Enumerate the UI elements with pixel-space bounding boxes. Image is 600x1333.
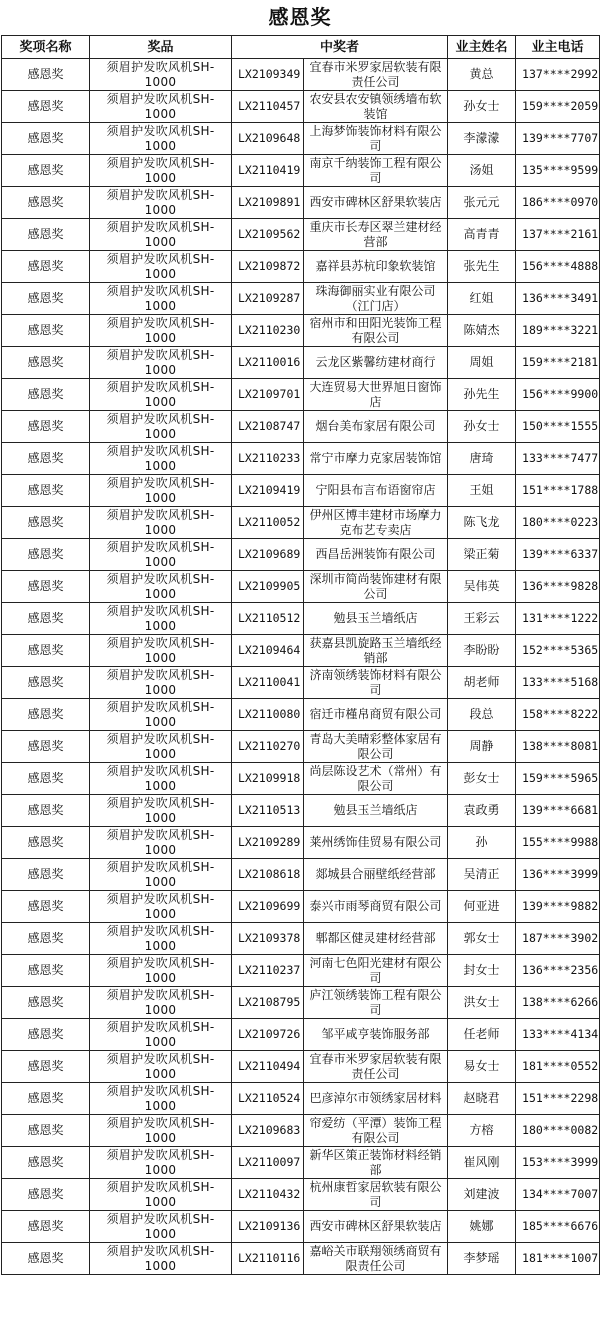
prize-cell: 须眉护发吹风机SH-1000 (90, 283, 232, 315)
owner-phone-cell: 181****1007 (516, 1243, 600, 1275)
owner-name-cell: 方榕 (448, 1115, 516, 1147)
owner-phone-cell: 187****3902 (516, 923, 600, 955)
winner-name-cell: 重庆市长寿区翠兰建材经营部 (304, 219, 448, 251)
table-row (2, 123, 600, 155)
table-row (2, 411, 600, 443)
owner-phone-cell: 155****9988 (516, 827, 600, 859)
prize-cell: 须眉护发吹风机SH-1000 (90, 411, 232, 443)
header-award: 奖项名称 (2, 36, 90, 59)
winner-name-cell: 泰兴市雨琴商贸有限公司 (304, 891, 448, 923)
owner-name-cell: 胡老师 (448, 667, 516, 699)
winner-name-cell: 宿州市和田阳光装饰工程有限公司 (304, 315, 448, 347)
winner-name-cell: 常宁市摩力克家居装饰馆 (304, 443, 448, 475)
winner-name-cell: 获嘉县凯旋路玉兰墙纸经销部 (304, 635, 448, 667)
owner-phone-cell: 133****7477 (516, 443, 600, 475)
winner-name-cell: 宿迁市槿帛商贸有限公司 (304, 699, 448, 731)
owner-phone-cell: 136****3491 (516, 283, 600, 315)
owner-phone-cell: 137****2992 (516, 59, 600, 91)
winner-name-cell: 珠海御丽实业有限公司（江门店） (304, 283, 448, 315)
owner-name-cell: 王姐 (448, 475, 516, 507)
winner-name-cell: 西安市碑林区舒果软装店 (304, 187, 448, 219)
owner-phone-cell: 135****9599 (516, 155, 600, 187)
owner-phone-cell: 151****2298 (516, 1083, 600, 1115)
owner-phone-cell: 156****4888 (516, 251, 600, 283)
winner-code-cell: LX2110041 (232, 667, 304, 699)
award-cell: 感恩奖 (2, 699, 90, 731)
award-cell: 感恩奖 (2, 187, 90, 219)
award-cell: 感恩奖 (2, 923, 90, 955)
table-row (2, 635, 600, 667)
prize-cell: 须眉护发吹风机SH-1000 (90, 539, 232, 571)
winner-name-cell: 河南七色阳光建材有限公司 (304, 955, 448, 987)
prize-cell: 须眉护发吹风机SH-1000 (90, 347, 232, 379)
prize-cell: 须眉护发吹风机SH-1000 (90, 475, 232, 507)
owner-name-cell: 李濛濛 (448, 123, 516, 155)
owner-phone-cell: 152****5365 (516, 635, 600, 667)
table-row (2, 763, 600, 795)
owner-phone-cell: 150****1555 (516, 411, 600, 443)
owner-name-cell: 封女士 (448, 955, 516, 987)
winner-code-cell: LX2108618 (232, 859, 304, 891)
owner-phone-cell: 180****0082 (516, 1115, 600, 1147)
winner-code-cell: LX2110116 (232, 1243, 304, 1275)
award-cell: 感恩奖 (2, 155, 90, 187)
winner-name-cell: 郫都区健灵建材经营部 (304, 923, 448, 955)
table-row (2, 1243, 600, 1275)
table-row (2, 731, 600, 763)
winner-name-cell: 巴彦淖尔市领绣家居材料 (304, 1083, 448, 1115)
owner-name-cell: 李盼盼 (448, 635, 516, 667)
table-row (2, 1051, 600, 1083)
award-cell: 感恩奖 (2, 219, 90, 251)
award-cell: 感恩奖 (2, 283, 90, 315)
owner-name-cell: 唐琦 (448, 443, 516, 475)
prize-cell: 须眉护发吹风机SH-1000 (90, 379, 232, 411)
owner-phone-cell: 139****6681 (516, 795, 600, 827)
award-cell: 感恩奖 (2, 1083, 90, 1115)
table-row (2, 315, 600, 347)
owner-name-cell: 梁正菊 (448, 539, 516, 571)
table-row (2, 155, 600, 187)
winner-name-cell: 大连贸易大世界旭日窗饰店 (304, 379, 448, 411)
table-row (2, 955, 600, 987)
owner-name-cell: 段总 (448, 699, 516, 731)
winner-code-cell: LX2109683 (232, 1115, 304, 1147)
owner-phone-cell: 151****1788 (516, 475, 600, 507)
owner-phone-cell: 138****6266 (516, 987, 600, 1019)
table-row (2, 667, 600, 699)
winner-code-cell: LX2110097 (232, 1147, 304, 1179)
owner-phone-cell: 186****0970 (516, 187, 600, 219)
winner-code-cell: LX2110419 (232, 155, 304, 187)
owner-name-cell: 孙女士 (448, 91, 516, 123)
owner-name-cell: 彭女士 (448, 763, 516, 795)
winner-code-cell: LX2109891 (232, 187, 304, 219)
winner-code-cell: LX2110513 (232, 795, 304, 827)
prize-cell: 须眉护发吹风机SH-1000 (90, 251, 232, 283)
prize-cell: 须眉护发吹风机SH-1000 (90, 443, 232, 475)
table-row (2, 379, 600, 411)
table-row (2, 1019, 600, 1051)
winner-name-cell: 宜春市米罗家居软装有限责任公司 (304, 1051, 448, 1083)
table-row (2, 891, 600, 923)
header-owner-name: 业主姓名 (448, 36, 516, 59)
winner-code-cell: LX2108795 (232, 987, 304, 1019)
winner-code-cell: LX2109287 (232, 283, 304, 315)
prize-cell: 须眉护发吹风机SH-1000 (90, 315, 232, 347)
table-row (2, 1211, 600, 1243)
award-cell: 感恩奖 (2, 411, 90, 443)
winner-code-cell: LX2109905 (232, 571, 304, 603)
award-cell: 感恩奖 (2, 731, 90, 763)
owner-name-cell: 袁政勇 (448, 795, 516, 827)
award-cell: 感恩奖 (2, 1051, 90, 1083)
winner-name-cell: 西安市碑林区舒果软装店 (304, 1211, 448, 1243)
prize-cell: 须眉护发吹风机SH-1000 (90, 859, 232, 891)
owner-name-cell: 吴伟英 (448, 571, 516, 603)
prize-cell: 须眉护发吹风机SH-1000 (90, 59, 232, 91)
winner-code-cell: LX2110512 (232, 603, 304, 635)
owner-name-cell: 任老师 (448, 1019, 516, 1051)
owner-name-cell: 周静 (448, 731, 516, 763)
owner-phone-cell: 158****8222 (516, 699, 600, 731)
winner-name-cell: 邹平咸亨装饰服务部 (304, 1019, 448, 1051)
table-row (2, 251, 600, 283)
award-cell: 感恩奖 (2, 443, 90, 475)
prize-cell: 须眉护发吹风机SH-1000 (90, 1083, 232, 1115)
prize-cell: 须眉护发吹风机SH-1000 (90, 1179, 232, 1211)
owner-phone-cell: 136****9828 (516, 571, 600, 603)
table-row (2, 571, 600, 603)
prize-cell: 须眉护发吹风机SH-1000 (90, 731, 232, 763)
winner-name-cell: 济南领绣装饰材料有限公司 (304, 667, 448, 699)
award-cell: 感恩奖 (2, 1179, 90, 1211)
table-row (2, 187, 600, 219)
owner-phone-cell: 159****5965 (516, 763, 600, 795)
owner-phone-cell: 138****8081 (516, 731, 600, 763)
winner-name-cell: 尚层陈设艺术（常州）有限公司 (304, 763, 448, 795)
winner-code-cell: LX2109699 (232, 891, 304, 923)
owner-name-cell: 高青青 (448, 219, 516, 251)
prize-cell: 须眉护发吹风机SH-1000 (90, 219, 232, 251)
award-cell: 感恩奖 (2, 1211, 90, 1243)
owner-name-cell: 孙先生 (448, 379, 516, 411)
award-cell: 感恩奖 (2, 59, 90, 91)
table-row (2, 475, 600, 507)
winner-name-cell: 伊州区博丰建材市场摩力克布艺专卖店 (304, 507, 448, 539)
owner-phone-cell: 185****6676 (516, 1211, 600, 1243)
prize-cell: 须眉护发吹风机SH-1000 (90, 891, 232, 923)
prize-cell: 须眉护发吹风机SH-1000 (90, 571, 232, 603)
winner-name-cell: 勉县玉兰墙纸店 (304, 795, 448, 827)
owner-name-cell: 孙 (448, 827, 516, 859)
winner-code-cell: LX2109701 (232, 379, 304, 411)
prize-cell: 须眉护发吹风机SH-1000 (90, 155, 232, 187)
award-cell: 感恩奖 (2, 955, 90, 987)
owner-phone-cell: 137****2161 (516, 219, 600, 251)
award-cell: 感恩奖 (2, 827, 90, 859)
prize-cell: 须眉护发吹风机SH-1000 (90, 635, 232, 667)
winner-name-cell: 嘉祥县苏杭印象软装馆 (304, 251, 448, 283)
award-cell: 感恩奖 (2, 347, 90, 379)
owner-name-cell: 陈飞龙 (448, 507, 516, 539)
winner-code-cell: LX2109419 (232, 475, 304, 507)
table-row (2, 539, 600, 571)
winner-code-cell: LX2110052 (232, 507, 304, 539)
table-row (2, 699, 600, 731)
winner-code-cell: LX2109378 (232, 923, 304, 955)
winner-code-cell: LX2109289 (232, 827, 304, 859)
award-cell: 感恩奖 (2, 91, 90, 123)
winner-name-cell: 郯城县合丽壁纸经营部 (304, 859, 448, 891)
winner-name-cell: 上海梦饰装饰材料有限公司 (304, 123, 448, 155)
winner-name-cell: 南京千纳装饰工程有限公司 (304, 155, 448, 187)
award-cell: 感恩奖 (2, 1019, 90, 1051)
header-prize: 奖品 (90, 36, 232, 59)
table-row (2, 1147, 600, 1179)
winner-code-cell: LX2110080 (232, 699, 304, 731)
winner-code-cell: LX2110494 (232, 1051, 304, 1083)
table-row (2, 59, 600, 91)
owner-name-cell: 郭女士 (448, 923, 516, 955)
winner-name-cell: 深圳市简尚装饰建材有限公司 (304, 571, 448, 603)
owner-name-cell: 赵晓君 (448, 1083, 516, 1115)
owner-phone-cell: 136****3999 (516, 859, 600, 891)
winner-code-cell: LX2109872 (232, 251, 304, 283)
table-row (2, 443, 600, 475)
award-cell: 感恩奖 (2, 539, 90, 571)
winner-code-cell: LX2110230 (232, 315, 304, 347)
winner-name-cell: 勉县玉兰墙纸店 (304, 603, 448, 635)
winner-name-cell: 农安县农安镇领绣墙布软装馆 (304, 91, 448, 123)
winner-name-cell: 莱州绣饰佳贸易有限公司 (304, 827, 448, 859)
owner-name-cell: 何亚进 (448, 891, 516, 923)
owner-phone-cell: 131****1222 (516, 603, 600, 635)
prize-cell: 须眉护发吹风机SH-1000 (90, 795, 232, 827)
award-cell: 感恩奖 (2, 635, 90, 667)
winner-code-cell: LX2110016 (232, 347, 304, 379)
award-cell: 感恩奖 (2, 987, 90, 1019)
award-cell: 感恩奖 (2, 571, 90, 603)
prize-cell: 须眉护发吹风机SH-1000 (90, 91, 232, 123)
prize-cell: 须眉护发吹风机SH-1000 (90, 827, 232, 859)
owner-name-cell: 周姐 (448, 347, 516, 379)
owner-name-cell: 姚娜 (448, 1211, 516, 1243)
page-title: 感恩奖 (268, 5, 332, 29)
award-cell: 感恩奖 (2, 1115, 90, 1147)
owner-phone-cell: 136****2356 (516, 955, 600, 987)
table-row (2, 1083, 600, 1115)
winner-code-cell: LX2110270 (232, 731, 304, 763)
winner-code-cell: LX2110233 (232, 443, 304, 475)
owner-name-cell: 孙女士 (448, 411, 516, 443)
winner-code-cell: LX2109918 (232, 763, 304, 795)
owner-phone-cell: 139****7707 (516, 123, 600, 155)
winner-code-cell: LX2109349 (232, 59, 304, 91)
winner-name-cell: 庐江领绣装饰工程有限公司 (304, 987, 448, 1019)
owner-name-cell: 易女士 (448, 1051, 516, 1083)
prize-cell: 须眉护发吹风机SH-1000 (90, 1243, 232, 1275)
prize-cell: 须眉护发吹风机SH-1000 (90, 187, 232, 219)
owner-phone-cell: 139****6337 (516, 539, 600, 571)
table-row (2, 795, 600, 827)
winner-name-cell: 烟台美布家居有限公司 (304, 411, 448, 443)
award-cell: 感恩奖 (2, 667, 90, 699)
prize-cell: 须眉护发吹风机SH-1000 (90, 763, 232, 795)
award-cell: 感恩奖 (2, 123, 90, 155)
winner-name-cell: 宜春市米罗家居软装有限责任公司 (304, 59, 448, 91)
table-row (2, 347, 600, 379)
owner-name-cell: 陈婧杰 (448, 315, 516, 347)
winner-name-cell: 嘉峪关市联翔领绣商贸有限责任公司 (304, 1243, 448, 1275)
table-row (2, 219, 600, 251)
prize-cell: 须眉护发吹风机SH-1000 (90, 987, 232, 1019)
table-row (2, 1115, 600, 1147)
table-row (2, 923, 600, 955)
winner-name-cell: 青岛大美晴彩整体家居有限公司 (304, 731, 448, 763)
award-cell: 感恩奖 (2, 251, 90, 283)
owner-name-cell: 李梦瑶 (448, 1243, 516, 1275)
owner-name-cell: 洪女士 (448, 987, 516, 1019)
owner-phone-cell: 181****0552 (516, 1051, 600, 1083)
prize-cell: 须眉护发吹风机SH-1000 (90, 699, 232, 731)
owner-phone-cell: 134****7007 (516, 1179, 600, 1211)
winners-table (1, 35, 600, 1275)
prize-cell: 须眉护发吹风机SH-1000 (90, 507, 232, 539)
table-row (2, 987, 600, 1019)
winner-code-cell: LX2109689 (232, 539, 304, 571)
owner-phone-cell: 133****5168 (516, 667, 600, 699)
table-header (2, 36, 600, 59)
owner-phone-cell: 159****2181 (516, 347, 600, 379)
winner-name-cell: 帘爱纺（平潭）装饰工程有限公司 (304, 1115, 448, 1147)
award-cell: 感恩奖 (2, 1243, 90, 1275)
table-row (2, 827, 600, 859)
award-cell: 感恩奖 (2, 315, 90, 347)
winner-code-cell: LX2109562 (232, 219, 304, 251)
owner-phone-cell: 156****9900 (516, 379, 600, 411)
prize-cell: 须眉护发吹风机SH-1000 (90, 603, 232, 635)
winner-name-cell: 西昌岳洲装饰有限公司 (304, 539, 448, 571)
owner-phone-cell: 153****3999 (516, 1147, 600, 1179)
table-row (2, 859, 600, 891)
award-cell: 感恩奖 (2, 507, 90, 539)
owner-name-cell: 吴清正 (448, 859, 516, 891)
table-row (2, 91, 600, 123)
winner-code-cell: LX2110524 (232, 1083, 304, 1115)
award-cell: 感恩奖 (2, 603, 90, 635)
award-cell: 感恩奖 (2, 379, 90, 411)
prize-cell: 须眉护发吹风机SH-1000 (90, 1019, 232, 1051)
owner-phone-cell: 139****9882 (516, 891, 600, 923)
winner-code-cell: LX2109648 (232, 123, 304, 155)
owner-name-cell: 王彩云 (448, 603, 516, 635)
winner-name-cell: 杭州康哲家居软装有限公司 (304, 1179, 448, 1211)
owner-name-cell: 张先生 (448, 251, 516, 283)
winner-code-cell: LX2110432 (232, 1179, 304, 1211)
winner-name-cell: 宁阳县布言布语窗帘店 (304, 475, 448, 507)
winner-code-cell: LX2108747 (232, 411, 304, 443)
winner-code-cell: LX2110237 (232, 955, 304, 987)
header-row (2, 36, 600, 59)
owner-name-cell: 张元元 (448, 187, 516, 219)
owner-name-cell: 红姐 (448, 283, 516, 315)
table-row (2, 1179, 600, 1211)
award-cell: 感恩奖 (2, 475, 90, 507)
award-cell: 感恩奖 (2, 891, 90, 923)
owner-phone-cell: 159****2059 (516, 91, 600, 123)
award-cell: 感恩奖 (2, 795, 90, 827)
prize-cell: 须眉护发吹风机SH-1000 (90, 667, 232, 699)
prize-cell: 须眉护发吹风机SH-1000 (90, 1115, 232, 1147)
owner-phone-cell: 189****3221 (516, 315, 600, 347)
winner-code-cell: LX2109464 (232, 635, 304, 667)
owner-name-cell: 刘建波 (448, 1179, 516, 1211)
table-body (2, 59, 600, 1275)
winner-code-cell: LX2110457 (232, 91, 304, 123)
owner-name-cell: 黄总 (448, 59, 516, 91)
owner-phone-cell: 133****4134 (516, 1019, 600, 1051)
prize-cell: 须眉护发吹风机SH-1000 (90, 955, 232, 987)
winner-code-cell: LX2109726 (232, 1019, 304, 1051)
owner-name-cell: 汤姐 (448, 155, 516, 187)
prize-cell: 须眉护发吹风机SH-1000 (90, 1147, 232, 1179)
owner-name-cell: 崔风刚 (448, 1147, 516, 1179)
table-row (2, 603, 600, 635)
owner-phone-cell: 180****0223 (516, 507, 600, 539)
prize-cell: 须眉护发吹风机SH-1000 (90, 123, 232, 155)
prize-cell: 须眉护发吹风机SH-1000 (90, 1051, 232, 1083)
prize-cell: 须眉护发吹风机SH-1000 (90, 1211, 232, 1243)
header-winner: 中奖者 (232, 36, 448, 59)
award-cell: 感恩奖 (2, 1147, 90, 1179)
header-owner-phone: 业主电话 (516, 36, 600, 59)
award-cell: 感恩奖 (2, 763, 90, 795)
table-row (2, 283, 600, 315)
table-row (2, 507, 600, 539)
prize-cell: 须眉护发吹风机SH-1000 (90, 923, 232, 955)
winner-code-cell: LX2109136 (232, 1211, 304, 1243)
award-cell: 感恩奖 (2, 859, 90, 891)
winner-name-cell: 新华区策正装饰材料经销部 (304, 1147, 448, 1179)
winner-name-cell: 云龙区紫馨纺建材商行 (304, 347, 448, 379)
